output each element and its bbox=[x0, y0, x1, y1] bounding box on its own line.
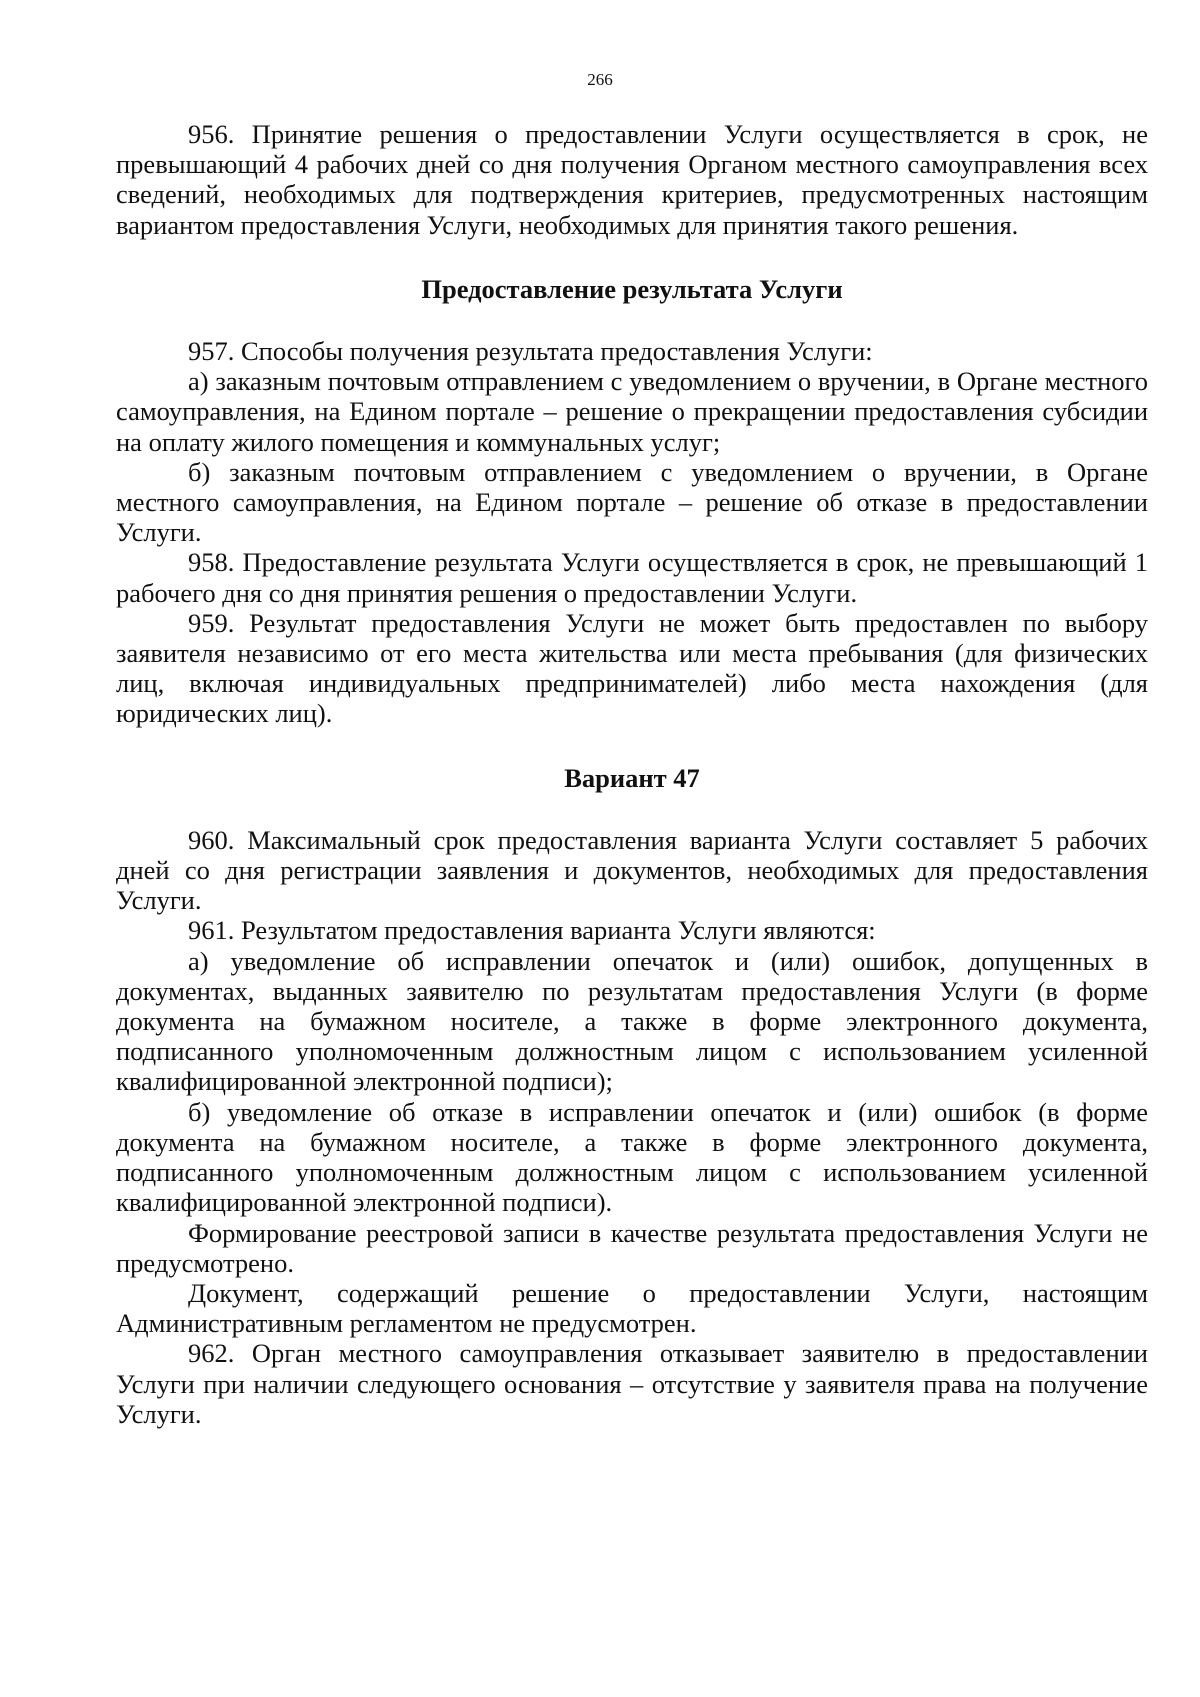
section-heading-variant-47: Вариант 47 bbox=[564, 762, 700, 793]
page-number: 266 bbox=[587, 70, 613, 89]
document-body bbox=[116, 119, 1148, 1429]
paragraph-registry-record: Формирование реестровой записи в качестве результата предоставления Услуги не предусмотрено. bbox=[116, 1217, 1148, 1278]
paragraph-957-b: б) заказным почтовым отправлением с уведомлением о вручении, в Органе местного самоуправления, на Едином портале – решение об отказе в предоставлении Услуги. bbox=[116, 456, 1148, 548]
paragraph-962: 962. Орган местного самоуправления отказывает заявителю в предоставлении Услуги при наличии следующего основания – отсутствие у заявителя права на получение Услуги. bbox=[116, 1338, 1148, 1429]
paragraph-960: 960. Максимальный срок предоставления варианта Услуги составляет 5 рабочих дней со дня регистрации заявления и документов, необходимых для предоставления Услуги. bbox=[116, 824, 1148, 916]
paragraph-958: 958. Предоставление результата Услуги осуществляется в срок, не превышающий 1 рабочего дня со дня принятия решения о предоставлении Услуги. bbox=[116, 547, 1148, 608]
section-heading-result: Предоставление результата Услуги bbox=[421, 273, 843, 304]
paragraph-961-b: б) уведомление об отказе в исправлении опечаток и (или) ошибок (в форме документа на бумажном носителе, а также в форме электронного документа, подписанного уполномоченным должностным лицом с использованием усиленной квалифицированной электронной подписи). bbox=[116, 1096, 1148, 1218]
paragraph-961: 961. Результатом предоставления варианта Услуги являются: bbox=[188, 915, 876, 946]
paragraph-decision-document: Документ, содержащий решение о предоставлении Услуги, настоящим Административным регламентом не предусмотрен. bbox=[116, 1277, 1148, 1339]
paragraph-959: 959. Результат предоставления Услуги не может быть предоставлен по выбору заявителя независимо от его места жительства или места пребывания (для физических лиц, включая индивидуальных предпринимателей) либо места нахождения (для юридических лиц). bbox=[116, 607, 1148, 729]
paragraph-957-a: а) заказным почтовым отправлением с уведомлением о вручении, в Органе местного самоуправления, на Едином портале – решение о прекращении предоставления субсидии на оплату жилого помещения и коммунальных услуг; bbox=[116, 366, 1148, 457]
paragraph-956: 956. Принятие решения о предоставлении Услуги осуществляется в срок, не превышающий 4 рабочих дней со дня получения Органом местного самоуправления всех сведений, необходимых для подтверждения критериев, предусмотренных настоящим вариантом предоставления Услуги, необходимых для принятия такого решения. bbox=[116, 119, 1148, 240]
paragraph-961-a: а) уведомление об исправлении опечаток и (или) ошибок, допущенных в документах, выданных заявителю по результатам предоставления Услуги (в форме документа на бумажном носителе, а также в форме электронного документа, подписанного уполномоченным должностным лицом с использованием усиленной квалифицированной электронной подписи); bbox=[116, 945, 1148, 1097]
paragraph-957: 957. Способы получения результата предоставления Услуги: bbox=[188, 336, 873, 367]
